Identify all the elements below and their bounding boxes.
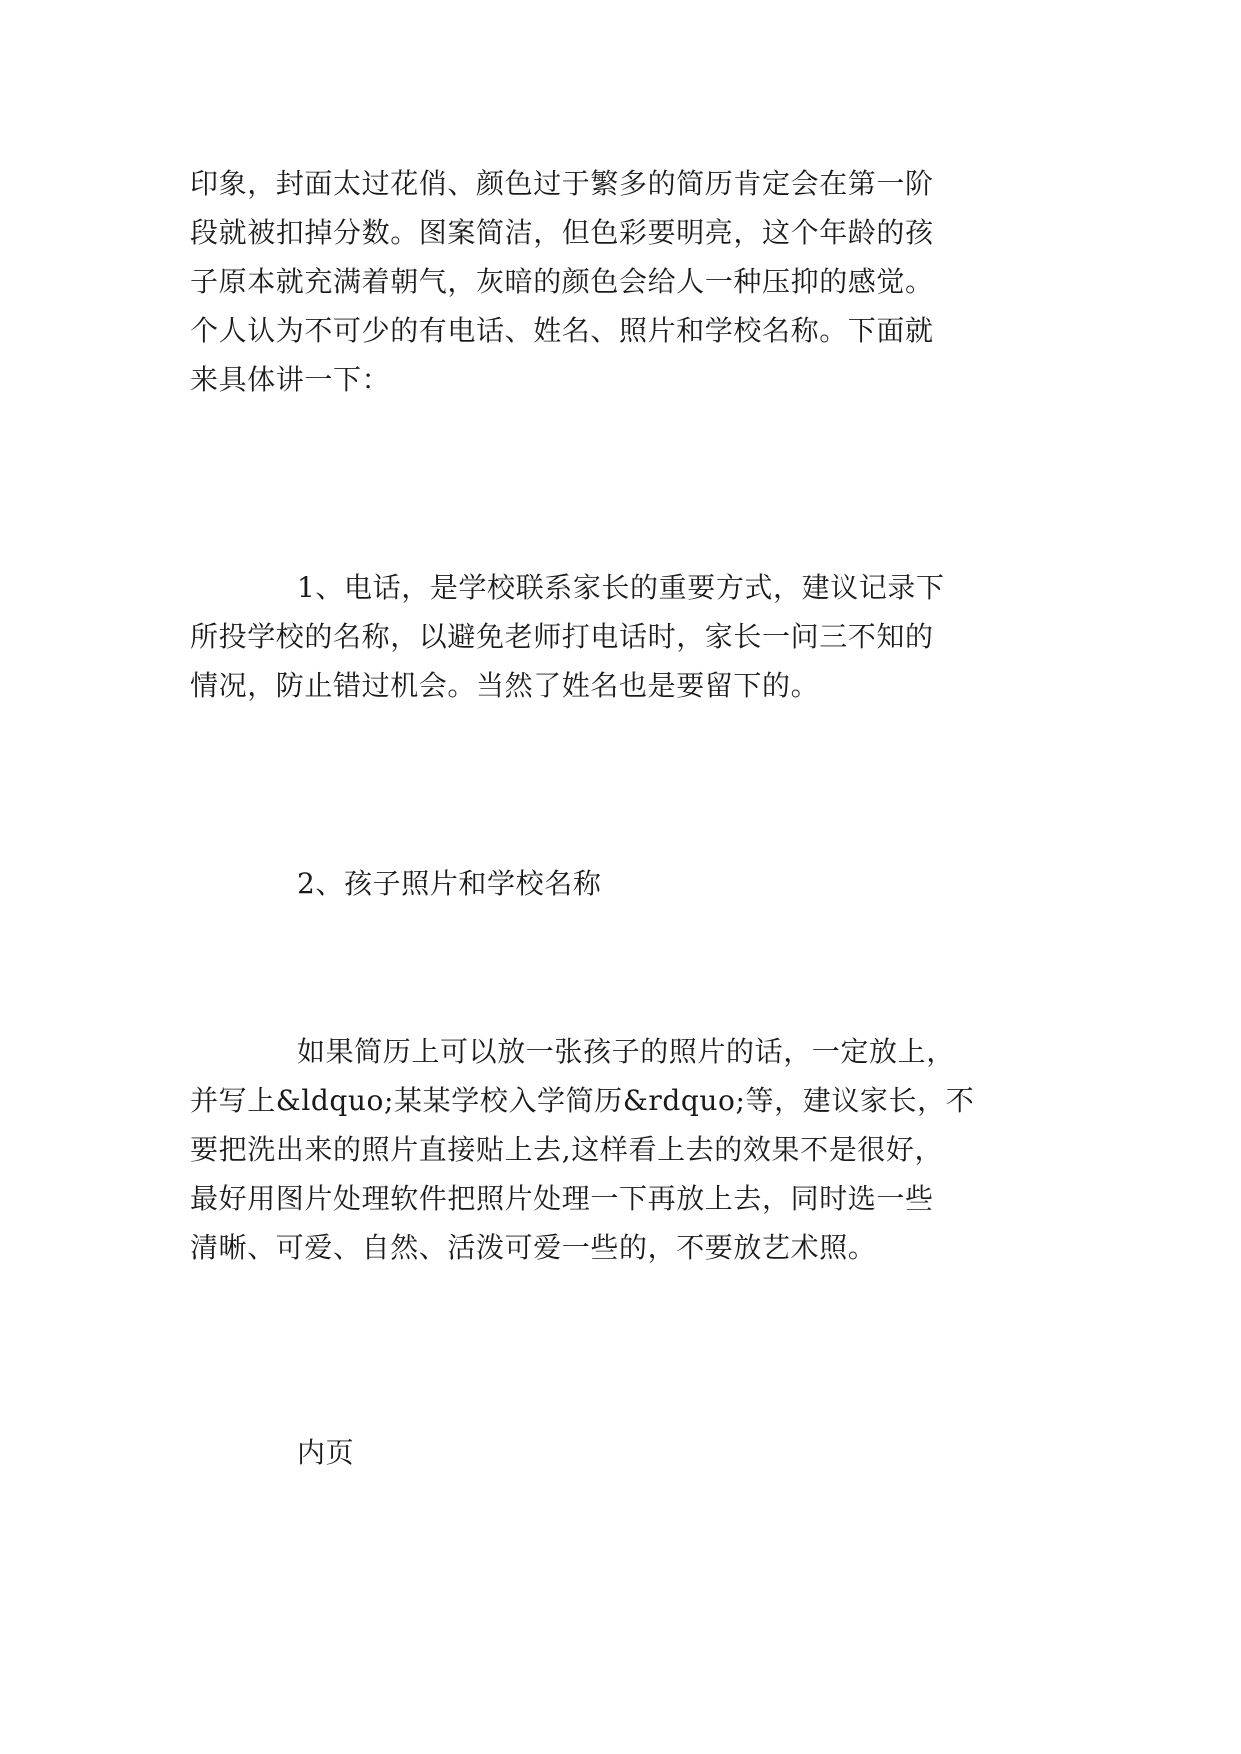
paragraph-line: 如果简历上可以放一张孩子的照片的话，一定放上， [297,1035,955,1068]
paragraph-line: 来具体讲一下： [190,363,391,396]
paragraph-line: 并写上&ldquo;某某学校入学简历&rdquo;等，建议家长，不 [190,1084,975,1117]
section-heading: 内页 [297,1436,355,1469]
paragraph-line: 情况，防止错过机会。当然了姓名也是要留下的。 [190,669,820,702]
paragraph-line: 1、电话，是学校联系家长的重要方式，建议记录下 [297,571,945,604]
paragraph-line: 最好用图片处理软件把照片处理一下再放上去，同时选一些 [190,1182,934,1215]
paragraph-line: 印象，封面太过花俏、颜色过于繁多的简历肯定会在第一阶 [190,167,934,200]
paragraph-line: 段就被扣掉分数。图案简洁，但色彩要明亮，这个年龄的孩 [190,216,934,249]
paragraph-line: 清晰、可爱、自然、活泼可爱一些的，不要放艺术照。 [190,1231,877,1264]
paragraph-line: 子原本就充满着朝气，灰暗的颜色会给人一种压抑的感觉。 [190,265,934,298]
paragraph-line: 所投学校的名称，以避免老师打电话时，家长一问三不知的 [190,620,934,653]
section-heading: 2、孩子照片和学校名称 [297,867,602,900]
paragraph-line: 要把洗出来的照片直接贴上去,这样看上去的效果不是很好， [190,1133,944,1166]
paragraph-line: 个人认为不可少的有电话、姓名、照片和学校名称。下面就 [190,314,934,347]
